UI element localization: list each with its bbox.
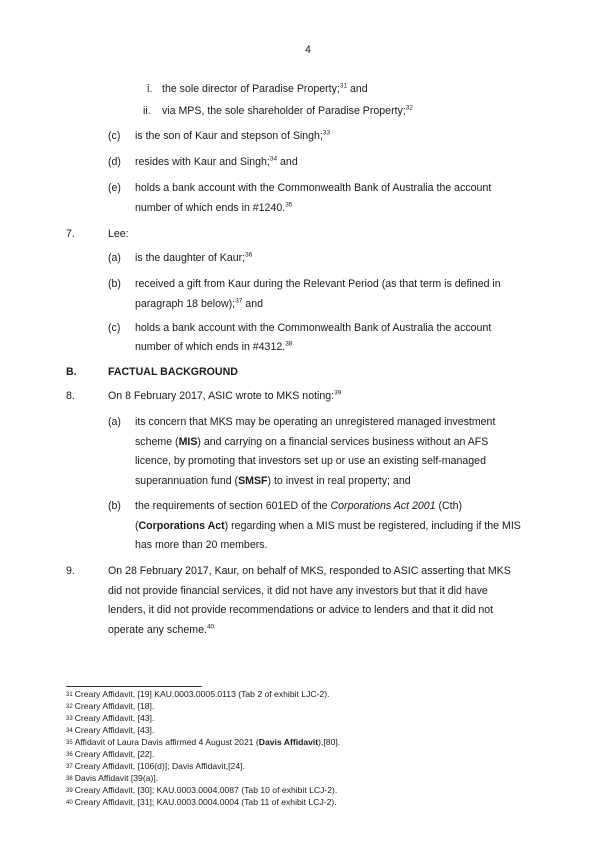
paragraph-text: [135, 500, 462, 513]
paragraph-text: [162, 105, 413, 118]
paragraph-text: has more than 20 members.: [135, 539, 268, 551]
text-run: the requirements of section 601ED of the: [135, 500, 331, 512]
paragraph-text: holds a bank account with the Commonwealth Bank of Australia the account: [135, 322, 492, 334]
paragraph-text: received a gift from Kaur during the Relevant Period (as that term is defined in: [135, 278, 501, 290]
paragraph-text: lenders, it did not provide recommendations or advice to lenders and that it did not: [108, 604, 494, 616]
paragraph-text: [135, 202, 292, 215]
footnote-divider: [66, 686, 202, 687]
paragraph-text: [135, 252, 252, 265]
text-run: Creary Affidavit, [43].: [74, 713, 155, 723]
footnote: [66, 701, 154, 711]
paragraph-text: [135, 341, 292, 354]
list-marker: (b): [108, 500, 121, 512]
footnote: [66, 797, 337, 807]
text-run: Creary Affidavit, [43].: [74, 725, 155, 735]
text-run: ) regarding when a MIS must be registered, including if the MIS: [224, 520, 521, 532]
footnote-ref: 33: [322, 129, 331, 137]
footnote-ref: 40: [206, 623, 215, 631]
footnote: [66, 773, 158, 783]
text-run: (Cth): [435, 500, 463, 512]
text-run: (: [135, 520, 139, 532]
paragraph-text: licence, by promoting that investors set up or use an existing self-managed: [135, 455, 486, 467]
paragraph-number: 7.: [66, 228, 75, 240]
footnote-ref: 35: [285, 201, 293, 209]
text-run: number of which ends in #1240.: [135, 202, 286, 214]
paragraph-text: holds a bank account with the Commonwealth Bank of Australia the account: [135, 182, 492, 194]
text-run: number of which ends in #4312.: [135, 341, 286, 353]
paragraph-text: [135, 298, 263, 311]
list-marker: (c): [108, 130, 121, 142]
footnote-ref: 39: [334, 389, 342, 397]
text-run: and: [242, 298, 263, 310]
footnote: [66, 749, 154, 759]
paragraph-number: 8.: [66, 390, 75, 402]
text-run: is the daughter of Kaur;: [135, 252, 246, 264]
text-run: ),[80].: [318, 737, 341, 747]
defined-term: SMSF: [238, 475, 268, 487]
text-run: and: [347, 83, 368, 95]
footnote: [66, 725, 154, 735]
paragraph-text: [162, 83, 368, 96]
text-run: 31: [66, 692, 73, 698]
paragraph-text: [135, 520, 521, 533]
list-marker: (d): [108, 156, 121, 168]
text-run: Creary Affidavit, [30]; KAU.0003.0004.0087 (Tab 10 of exhibit LCJ-2).: [74, 785, 338, 795]
text-run: Davis Affidavit [39(a)].: [74, 773, 159, 783]
text-run: scheme (: [135, 436, 179, 448]
text-run: 32: [66, 704, 73, 710]
text-run: Creary Affidavit, [31]; KAU.0003.0004.0004 (Tab 11 of exhibit LCJ-2).: [74, 797, 337, 807]
paragraph-text: [108, 624, 214, 637]
text-run: 34: [66, 728, 73, 734]
footnote-ref: 34: [269, 155, 278, 163]
text-run: resides with Kaur and Singh;: [135, 156, 270, 168]
text-run: Creary Affidavit, [19] KAU.0003.0005.0113 (Tab 2 of exhibit LJC-2).: [74, 689, 330, 699]
list-marker: (c): [108, 322, 121, 334]
text-run: Affidavit of Laura Davis affirmed 4 August 2021 (: [74, 737, 259, 747]
statute-title: Corporations Act 2001: [330, 500, 436, 512]
section-heading: FACTUAL BACKGROUND: [108, 366, 238, 378]
text-run: the sole director of Paradise Property;: [162, 83, 340, 95]
text-run: 35: [66, 740, 73, 746]
paragraph-text: did not provide financial services, it did not have any investors but that it did have: [108, 585, 488, 597]
defined-term: MIS: [178, 436, 198, 448]
paragraph-text: [135, 156, 298, 169]
list-marker: (a): [108, 252, 121, 264]
page-number: 4: [305, 44, 311, 56]
text-run: 39: [66, 788, 73, 794]
text-run: Davis Affidavit: [258, 737, 319, 747]
defined-term: Corporations Act: [138, 520, 225, 532]
footnote: [66, 785, 337, 795]
text-run: 38: [66, 776, 73, 782]
text-run: superannuation fund (: [135, 475, 239, 487]
footnote-ref: 37: [235, 297, 243, 305]
paragraph-text: [135, 475, 411, 488]
text-run: paragraph 18 below);: [135, 298, 236, 310]
text-run: ) to invest in real property; and: [267, 475, 411, 487]
text-run: 40: [66, 800, 73, 806]
text-run: 37: [66, 764, 73, 770]
text-run: and: [277, 156, 298, 168]
list-marker: i.: [147, 83, 153, 95]
text-run: is the son of Kaur and stepson of Singh;: [135, 130, 323, 142]
footnote-ref: 31: [339, 82, 348, 90]
text-run: operate any scheme.: [108, 624, 207, 636]
footnote: [66, 737, 340, 747]
section-marker: B.: [66, 366, 77, 378]
text-run: Creary Affidavit, [18].: [74, 701, 155, 711]
text-run: 33: [66, 716, 73, 722]
text-run: ) and carrying on a financial services business without an AFS: [197, 436, 489, 448]
list-marker: (b): [108, 278, 121, 290]
footnote: [66, 713, 154, 723]
paragraph-text: [108, 390, 341, 403]
text-run: Creary Affidavit, [22].: [74, 749, 155, 759]
list-marker: ii.: [143, 105, 151, 117]
paragraph-text: On 28 February 2017, Kaur, on behalf of MKS, responded to ASIC asserting that MKS: [108, 565, 511, 577]
footnote: [66, 761, 245, 771]
text-run: On 8 February 2017, ASIC wrote to MKS noting:: [108, 390, 335, 402]
footnote-ref: 38: [285, 340, 293, 348]
footnote: [66, 689, 329, 699]
footnote-ref: 36: [245, 251, 253, 259]
list-marker: (a): [108, 416, 121, 428]
paragraph-text: Lee:: [108, 228, 129, 240]
paragraph-text: its concern that MKS may be operating an unregistered managed investment: [135, 416, 496, 428]
text-run: via MPS, the sole shareholder of Paradise Property;: [162, 105, 406, 117]
paragraph-text: [135, 436, 488, 449]
list-marker: (e): [108, 182, 121, 194]
text-run: Creary Affidavit, [106(d)]; Davis Affidavit,[24].: [74, 761, 245, 771]
paragraph-number: 9.: [66, 565, 75, 577]
paragraph-text: [135, 130, 330, 143]
footnote-ref: 32: [405, 104, 414, 112]
text-run: 36: [66, 752, 73, 758]
